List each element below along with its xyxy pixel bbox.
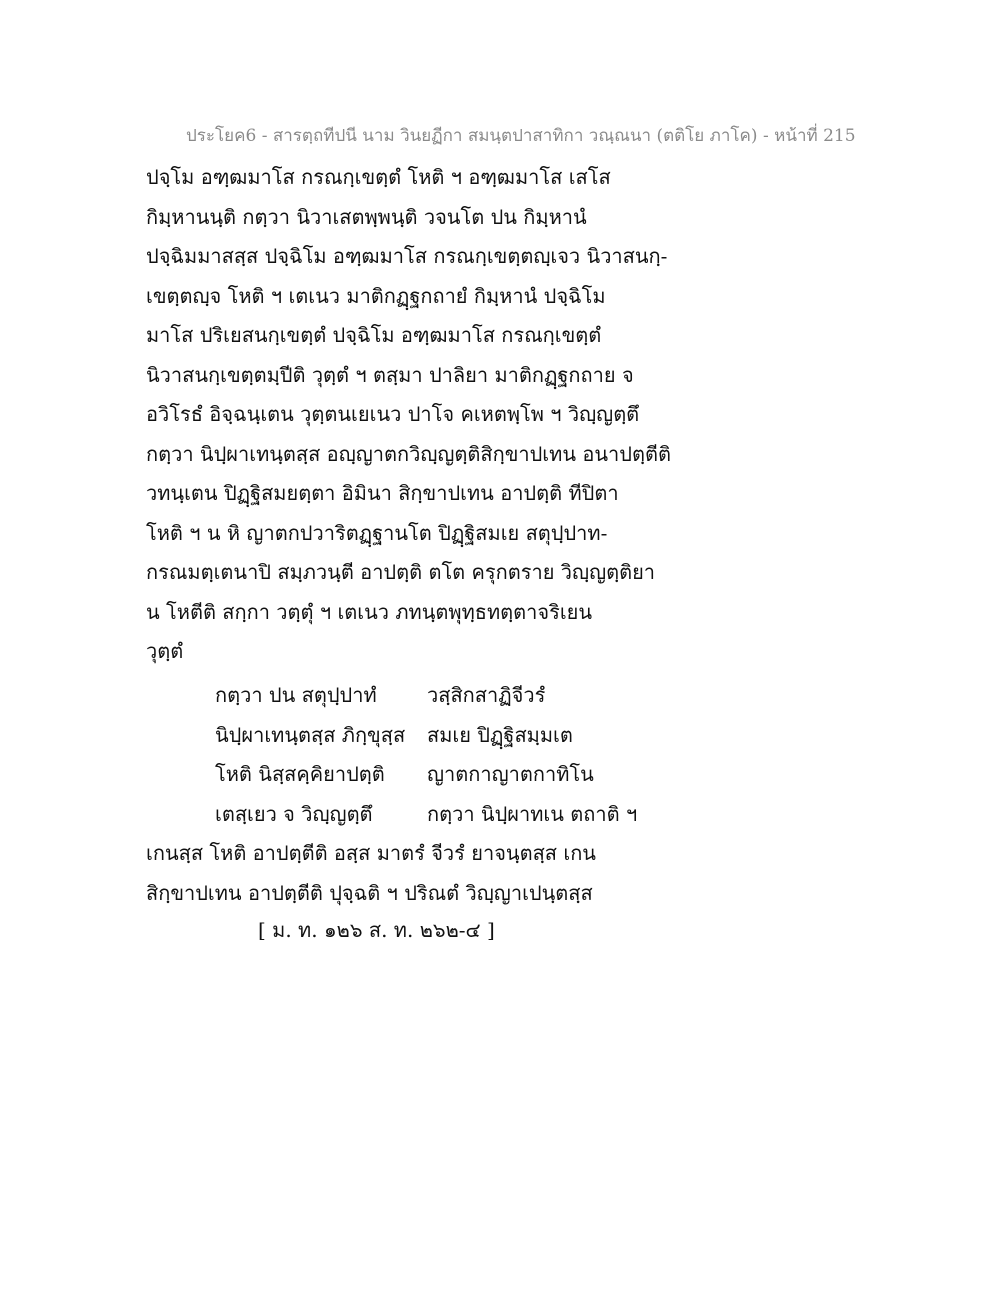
- verse-first-half: เตสฺเยว จ วิญฺญตฺตึ: [215, 801, 373, 826]
- verse-line: [215, 716, 695, 756]
- page-header: ประโยค6 - สารตฺถทีปนี นาม วินยฏีกา สมนฺตปาสาทิกา วณฺณนา (ตติโย ภาโค) - หน้าที่ 215: [186, 126, 856, 146]
- verse-line: [215, 755, 695, 795]
- text-line: วุตฺตํ: [146, 639, 184, 663]
- verse-second-half: กตฺวา นิปฺผาทเน ตถาติ ฯ: [427, 801, 638, 826]
- text-line: นิวาสนกฺเขตฺตมฺปีติ วุตฺตํ ฯ ตสฺมา ปาลิยา มาติกฏฺฐกถาย จ: [146, 362, 634, 387]
- text-line: โหติ ฯ น หิ ญาตกปวาริตฏฺฐานโต ปิฏฺฐิสมเย สตุปฺปาท-: [146, 520, 608, 545]
- text-line: กตฺวา นิปฺผาเทนฺตสฺส อญฺญาตกวิญฺญตฺติสิกฺขาปเทน อนาปตฺตีติ: [146, 441, 671, 466]
- source-reference: [ ม. ท. ๑๒๖ ส. ท. ๒๖๒-๔ ]: [258, 918, 495, 942]
- text-line: อวิโรธํ อิจฺฉนฺเตน วุตฺตนเยเนว ปาโจ คเหตพฺโพ ฯ วิญฺญตฺตึ: [146, 402, 640, 426]
- text-line: ปจฺฉิมมาสสฺส ปจฺฉิโม อฑฺฒมาโส กรณกฺเขตฺตญฺเจว นิวาสนกฺ-: [146, 244, 668, 268]
- verse-block: [215, 676, 695, 834]
- verse-line: [215, 795, 695, 835]
- text-line: สิกฺขาปเทน อาปตฺตีติ ปุจฺฉติ ฯ ปริณตํ วิญฺญาเปนฺตสฺส: [146, 880, 593, 905]
- verse-second-half: สมเย ปิฏฺฐิสมฺมเต: [427, 722, 573, 747]
- text-line: กิมฺหานนฺติ กตฺวา นิวาเสตพฺพนฺติ วจนโต ปน กิมฺหานํ: [146, 204, 587, 229]
- closing-paragraph: [146, 834, 706, 913]
- text-line: วทนฺเตน ปิฏฺฐิสมยตฺตา อิมินา สิกฺขาปเทน อาปตฺติ ทีปิตา: [146, 481, 619, 505]
- verse-second-half: ญาตกาญาตกาทิโน: [427, 762, 594, 786]
- verse-second-half: วสฺสิกสาฏิจีวรํ: [427, 683, 546, 707]
- verse-line: [215, 676, 695, 716]
- body-paragraph: [146, 158, 706, 672]
- text-line: เขตฺตญฺจ โหติ ฯ เตเนว มาติกฏฺฐกถายํ กิมฺหานํ ปจฺฉิโม: [146, 283, 606, 308]
- verse-first-half: กตฺวา ปน สตุปฺปาทํ: [215, 683, 377, 707]
- text-line: น โหตีติ สกฺกา วตฺตุํ ฯ เตเนว ภทนฺตพุทฺธทตฺตาจริเยน: [146, 599, 593, 624]
- text-line: มาโส ปริเยสนกฺเขตฺตํ ปจฺฉิโม อฑฺฒมาโส กรณกฺเขตฺตํ: [146, 323, 602, 347]
- text-line: เกนสฺส โหติ อาปตฺตีติ อสฺส มาตรํ จีวรํ ยาจนฺตสฺส เกน: [146, 841, 596, 865]
- text-line: กรณมตฺเตนาปิ สมฺภวนฺตี อาปตฺติ ตโต ครุกตราย วิญฺญตฺติยา: [146, 560, 656, 584]
- verse-first-half: โหติ นิสฺสคฺคิยาปตฺติ: [215, 762, 385, 786]
- text-line: ปจฺโม อฑฺฒมาโส กรณกฺเขตฺตํ โหติ ฯ อฑฺฒมาโส เสโส: [146, 165, 611, 189]
- verse-first-half: นิปฺผาเทนฺตสฺส ภิกฺขุสฺส: [215, 722, 406, 747]
